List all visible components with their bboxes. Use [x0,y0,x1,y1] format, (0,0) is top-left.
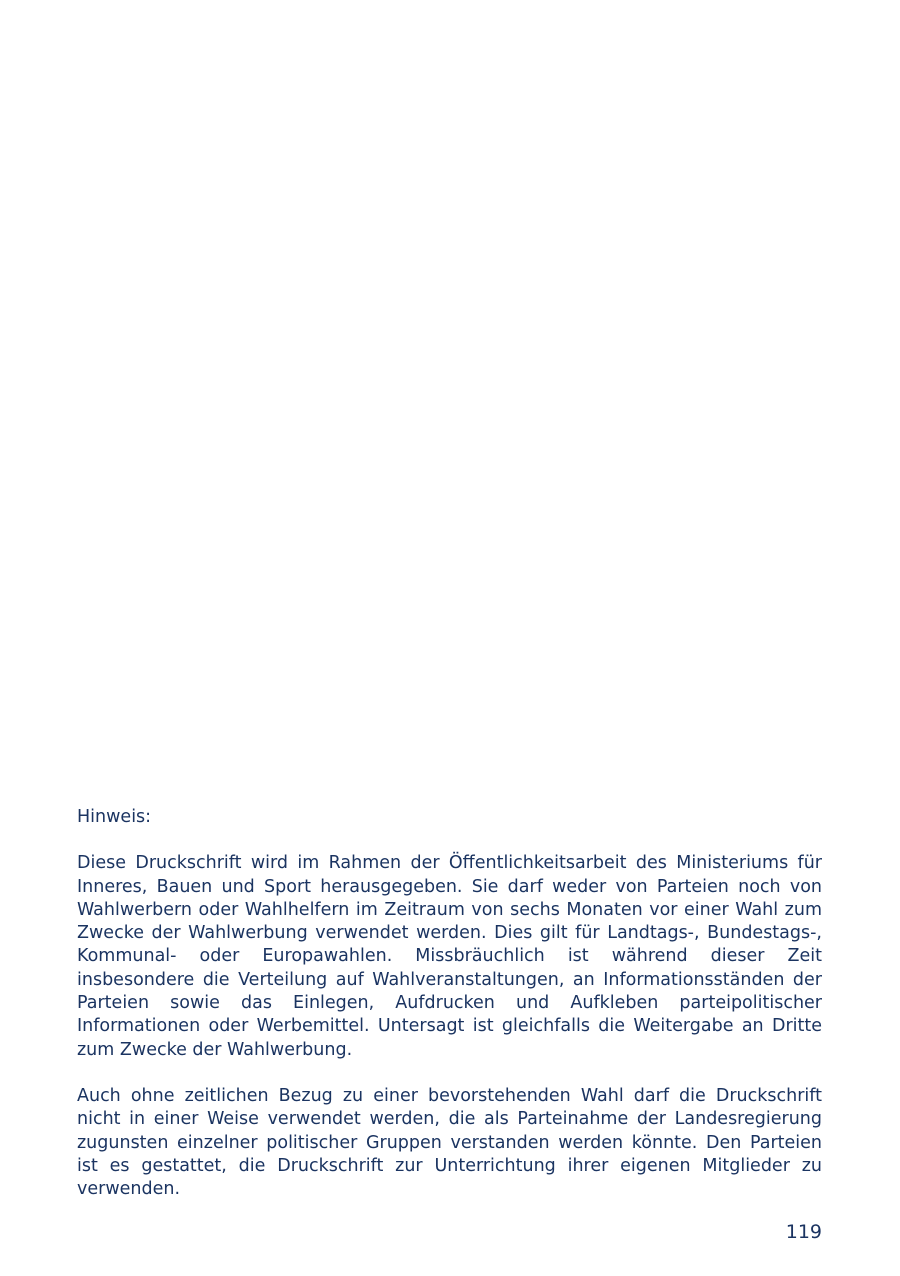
page-number: 119 [785,1221,822,1243]
notice-paragraph-1: Diese Druckschrift wird im Rahmen der Öffentlichkeitsarbeit des Ministeriums für Inneres, Bauen und Sport herausgegeben. Sie darf weder von Parteien noch von Wahlwerbern oder Wahlhelfern im Zeitraum von sechs Monaten vor einer Wahl zum Zwecke der Wahlwerbung verwendet werden. Dies gilt für Landtags-, Bundestags-, Kommunal- oder Europawahlen. Missbräuchlich ist während dieser Zeit insbesondere die Verteilung auf Wahlveranstaltungen, an Informationsständen der Parteien sowie das Einlegen, Aufdrucken und Aufkleben parteipolitischer Informationen oder Werbemittel. Untersagt ist gleichfalls die Weitergabe an Dritte zum Zwecke der Wahlwerbung. [77,853,822,1060]
notice-heading: Hinweis: [77,807,152,827]
notice-paragraph-2: Auch ohne zeitlichen Bezug zu einer bevorstehenden Wahl darf die Druckschrift nicht in einer Weise verwendet werden, die als Parteinahme der Landesregierung zugunsten einzelner politischer Gruppen verstanden werden könnte. Den Parteien ist es gestattet, die Druckschrift zur Unterrichtung ihrer eigenen Mitglieder zu verwenden. [77,1085,822,1200]
notice-section [77,806,822,1224]
